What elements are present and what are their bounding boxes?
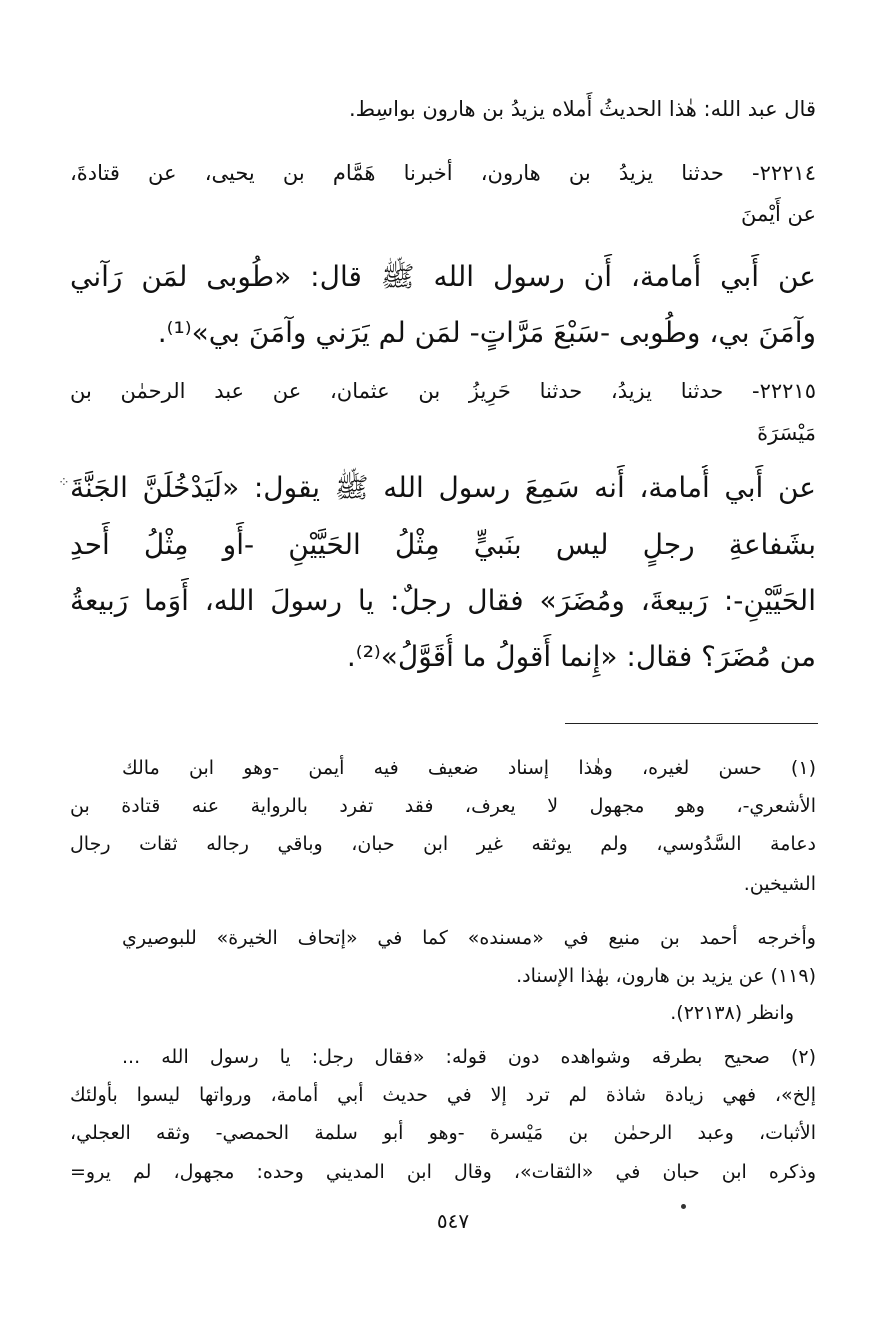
footnote-line-2: الأشعري-، وهو مجهول لا يعرف، فقد تفرد بالرواية عنه قتادة بن	[70, 795, 816, 817]
footnote-line-7: وانظر (٢٢١٣٨).	[670, 1002, 794, 1024]
margin-mark: ⁘	[58, 475, 70, 491]
body-line-11: من مُضَرَ؟ فقال: «إِنما أَقولُ ما أُقَوَّلُ»⁽²⁾.	[346, 640, 816, 673]
body-line-8: عن أَبي أُمامة، أَنه سَمِعَ رسول الله ﷺ يقول: «لَيَدْخُلَنَّ الجَنَّةَ	[70, 471, 816, 504]
body-line-5: وآمَنَ بي، وطُوبى -سَبْعَ مَرَّاتٍ- لمَن لم يَرَني وآمَنَ بي»⁽¹⁾.	[157, 316, 816, 349]
body-line-4: عن أَبي أُمامة، أَن رسول الله ﷺ قال: «طُوبى لمَن رَآني	[70, 260, 816, 293]
body-line-9: بشَفاعةِ رجلٍ ليس بنَبيٍّ مِثْلُ الحَيَّيْنِ -أَو مِثْلُ أَحدِ	[70, 528, 816, 561]
body-line-2: ٢٢٢١٤- حدثنا يزيدُ بن هارون، أخبرنا هَمَّام بن يحيى، عن قتادةَ،	[70, 161, 816, 185]
footnote-line-3: دعامة السَّدُوسي، ولم يوثقه غير ابن حبان، وباقي رجاله ثقات رجال	[70, 833, 816, 855]
footnote-line-6: (١١٩) عن يزيد بن هارون، بهٰذا الإسناد.	[516, 965, 816, 987]
footnote-line-1: (١) حسن لغيره، وهٰذا إسناد ضعيف فيه أيمن -وهو ابن مالك	[122, 757, 816, 779]
body-line-10: الحَيَّيْنِ-: رَبيعةَ، ومُضَرَ» فقال رجلٌ: يا رسولَ الله، أَوَما رَبيعةُ	[70, 584, 816, 617]
footnote-line-8: (٢) صحيح بطرقه وشواهده دون قوله: «فقال رجل: يا رسول الله ...	[122, 1046, 816, 1068]
footnote-line-11: وذكره ابن حبان في «الثقات»، وقال ابن المديني وحده: مجهول، لم يرو=	[70, 1161, 816, 1183]
body-line-1: قال عبد الله: هٰذا الحديثُ أَملاه يزيدُ بن هارون بواسِط.	[348, 97, 816, 121]
footnote-line-9: إلخ»، فهي زيادة شاذة لم ترد إلا في حديث أبي أمامة، ورواتها ليسوا بأولئك	[70, 1084, 816, 1106]
footnote-line-4: الشيخين.	[743, 873, 816, 895]
print-speck	[681, 1204, 686, 1209]
page-number: ٥٤٧	[436, 1209, 470, 1233]
body-line-7: مَيْسَرَةَ	[757, 421, 816, 445]
body-line-3: عن أَيْمنَ	[741, 202, 816, 226]
footnote-line-10: الأثبات، وعبد الرحمٰن بن مَيْسرة -وهو أبو سلمة الحمصي- وثقه العجلي،	[70, 1122, 816, 1144]
footnote-separator	[565, 723, 818, 724]
body-line-6: ٢٢٢١٥- حدثنا يزيدُ، حدثنا حَرِيزُ بن عثمان، عن عبد الرحمٰن بن	[70, 379, 816, 403]
footnote-line-5: وأخرجه أحمد بن منيع في «مسنده» كما في «إتحاف الخيرة» للبوصيري	[122, 927, 816, 949]
